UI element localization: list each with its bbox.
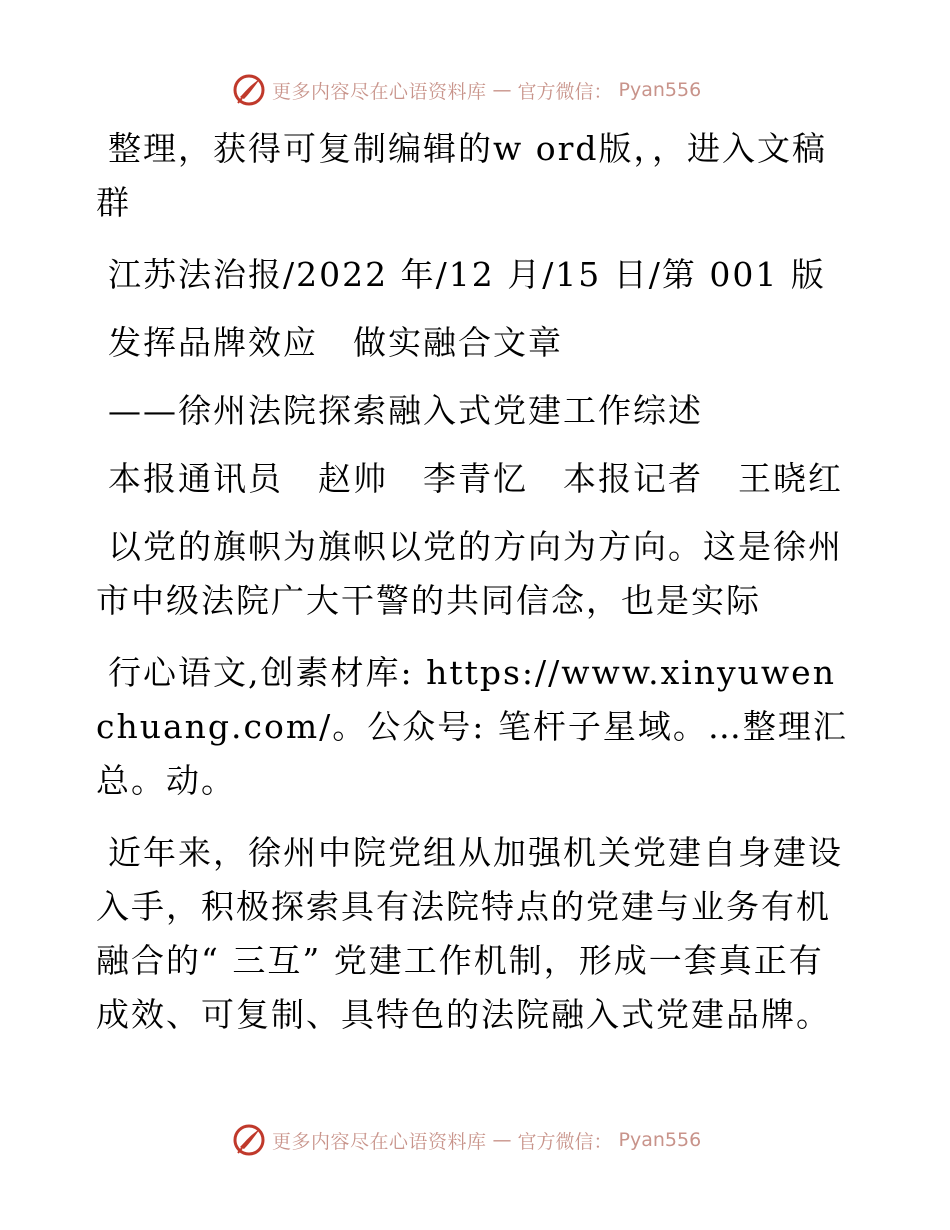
quill-circle-icon <box>232 1123 266 1157</box>
watermark-wechat: Pyan556 <box>618 1129 702 1151</box>
paragraph-promo: 行心语文,创素材库: https://www.xinyuwenchuang.com/。公众号: 笔杆子星域。…整理汇总。动。 <box>96 653 848 800</box>
paragraph-notice: 整理，获得可复制编辑的w ord版，，进入文稿群 <box>96 129 828 222</box>
watermark-brand: 更多内容尽在心语资料库 <box>272 1130 487 1153</box>
document-body <box>96 122 856 1060</box>
article-subtitle: ——徐州法院探索融入式党建工作综述 <box>108 391 703 430</box>
watermark-wechat: Pyan556 <box>618 79 702 101</box>
footer-watermark <box>232 1123 701 1157</box>
article-byline: 本报通讯员 赵帅 李青忆 本报记者 王晓红 <box>108 459 843 498</box>
watermark-brand: 更多内容尽在心语资料库 <box>272 80 487 103</box>
watermark-official: 官方微信： <box>517 1130 613 1153</box>
paragraph-body: 近年来，徐州中院党组从加强机关党建自身建设入手，积极探索具有法院特点的党建与业务有机融合的“ 三互” 党建工作机制，形成一套真正有成效、可复制、具特色的法院融入式党建品牌。 <box>96 833 843 1034</box>
paragraph-intro: 以党的旗帜为旗帜以党的方向为方向。这是徐州市中级法院广大干警的共同信念，也是实际 <box>96 527 843 620</box>
article-title: 发挥品牌效应 做实融合文章 <box>108 323 563 362</box>
watermark-dash: — <box>492 79 512 101</box>
header-watermark <box>232 73 701 107</box>
quill-circle-icon <box>232 73 266 107</box>
watermark-dash: — <box>492 1129 512 1151</box>
paragraph-source: 江苏法治报/2022 年/12 月/15 日/第 001 版 <box>108 255 826 294</box>
watermark-official: 官方微信： <box>517 80 613 103</box>
